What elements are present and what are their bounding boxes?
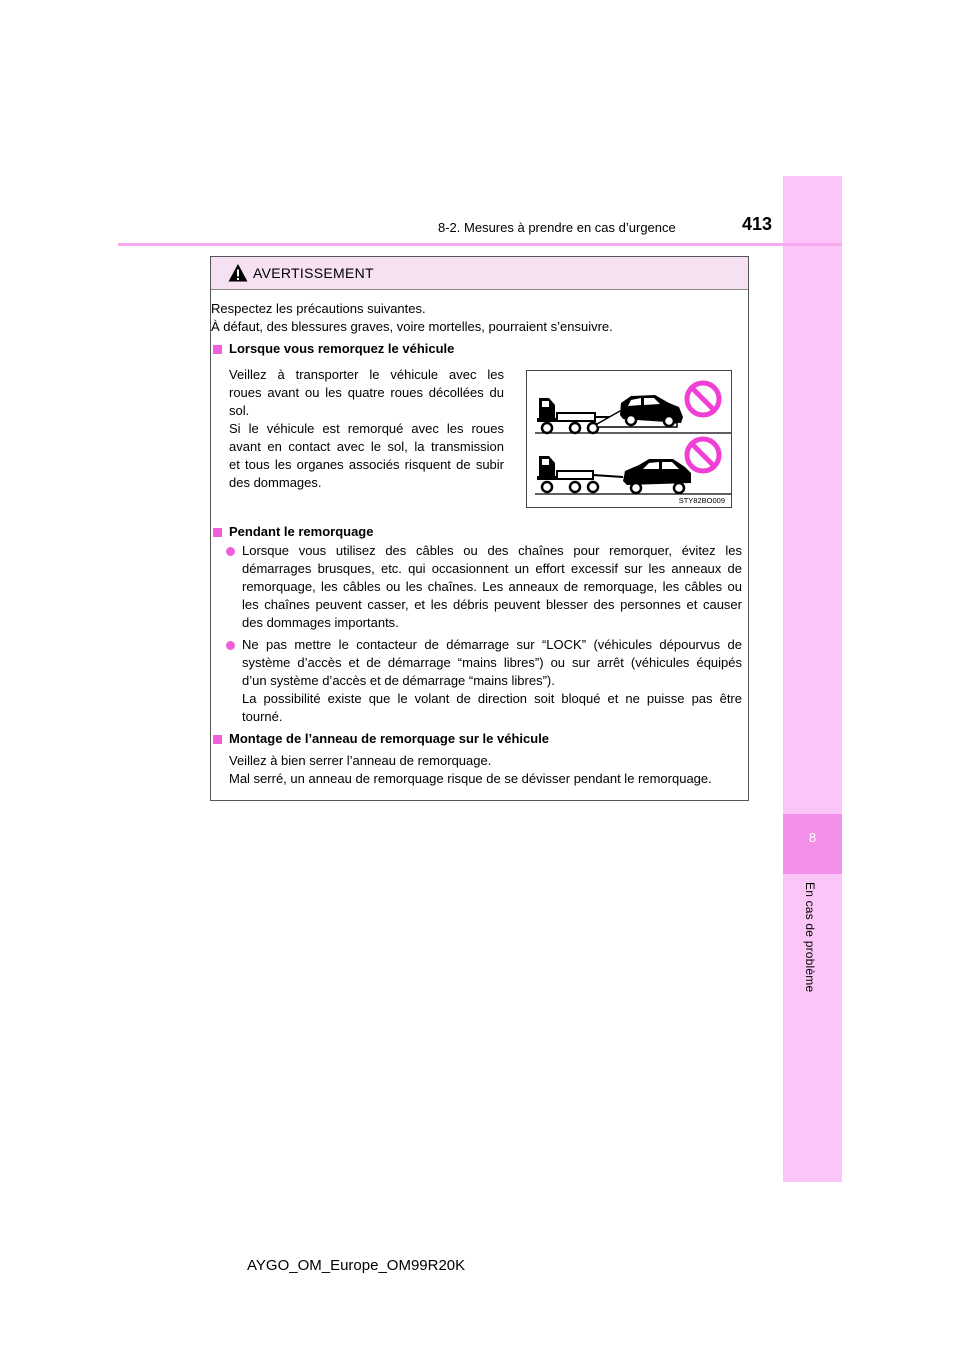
warning-intro-line-2: À défaut, des blessures graves, voire mortelles, pourraient s’ensuivre.: [211, 319, 613, 334]
tow-truck-illustration: [527, 371, 731, 507]
section-1-line: avant en contact avec le sol, la transmission: [229, 439, 504, 454]
tow-truck-dolly: [535, 456, 731, 494]
section-heading-towing-eyelet: Montage de l’anneau de remorquage sur le véhicule: [229, 731, 550, 746]
section-1-line: des dommages.: [229, 475, 322, 490]
document-code: AYGO_OM_Europe_OM99R20K: [247, 1257, 466, 1274]
section-1-line: et tous les organes associés risquent de subir: [229, 457, 504, 472]
bullet-2-line: système d’accès et de démarrage “mains libres”) ou sur arrêt (véhicules équipés: [242, 655, 742, 670]
section-1-line: roues avant ou les quatre roues décollées du: [229, 385, 504, 400]
prohibition-icon: [687, 439, 719, 471]
bullet-1-line: des dommages importants.: [242, 615, 399, 630]
section-marker: [213, 345, 222, 354]
figure-code: STY82BO009: [678, 496, 725, 505]
warning-triangle-icon: [228, 263, 248, 283]
section-marker: [213, 528, 222, 537]
bullet-marker: [226, 547, 235, 556]
bullet-2-line: d’un système d’accès et de démarrage “mains libres”).: [242, 673, 555, 688]
bullet-marker: [226, 641, 235, 650]
bullet-2-line: La possibilité existe que le volant de direction soit bloqué et ne puisse pas être: [242, 691, 742, 706]
bullet-2-line: tourné.: [242, 709, 283, 724]
header-divider: [118, 243, 842, 246]
warning-title: AVERTISSEMENT: [253, 265, 374, 281]
bullet-1-line: démarrages brusques, etc. qui occasionnent un effort excessif sur les anneaux de: [242, 561, 742, 576]
chapter-number: 8: [808, 830, 817, 845]
bullet-2-line: Ne pas mettre le contacteur de démarrage sur “LOCK” (véhicules dépourvus de: [242, 637, 742, 652]
section-heading-towing-vehicle: Lorsque vous remorquez le véhicule: [229, 341, 455, 356]
chapter-number-tab: [783, 814, 842, 874]
warning-header: [211, 257, 748, 290]
section-marker: [213, 735, 222, 744]
prohibition-icon: [687, 383, 719, 415]
bullet-1-line: remorquage, les câbles ou les chaînes. Les anneaux de remorquage, les câbles ou: [242, 579, 742, 594]
section-3-line: Veillez à bien serrer l’anneau de remorquage.: [229, 753, 492, 768]
towing-illustration: [526, 370, 732, 508]
warning-intro-line-1: Respectez les précautions suivantes.: [211, 301, 426, 316]
chapter-side-tab: [783, 176, 842, 1182]
bullet-1-line: les chaînes peuvent casser, et les débris peuvent blesser des personnes et causer: [242, 597, 742, 612]
bullet-1-line: Lorsque vous utilisez des câbles ou des chaînes pour remorquer, évitez les: [242, 543, 742, 558]
section-heading-during-towing: Pendant le remorquage: [229, 524, 374, 539]
section-title: 8-2. Mesures à prendre en cas d’urgence: [438, 220, 676, 235]
section-1-line: sol.: [229, 403, 250, 418]
section-3-line: Mal serré, un anneau de remorquage risque de se dévisser pendant le remorquage.: [229, 771, 712, 786]
chapter-title: En cas de problème: [803, 882, 817, 993]
page-number: 413: [742, 214, 773, 234]
section-1-line: Si le véhicule est remorqué avec les roues: [229, 421, 504, 436]
section-1-line: Veillez à transporter le véhicule avec les: [229, 367, 504, 382]
